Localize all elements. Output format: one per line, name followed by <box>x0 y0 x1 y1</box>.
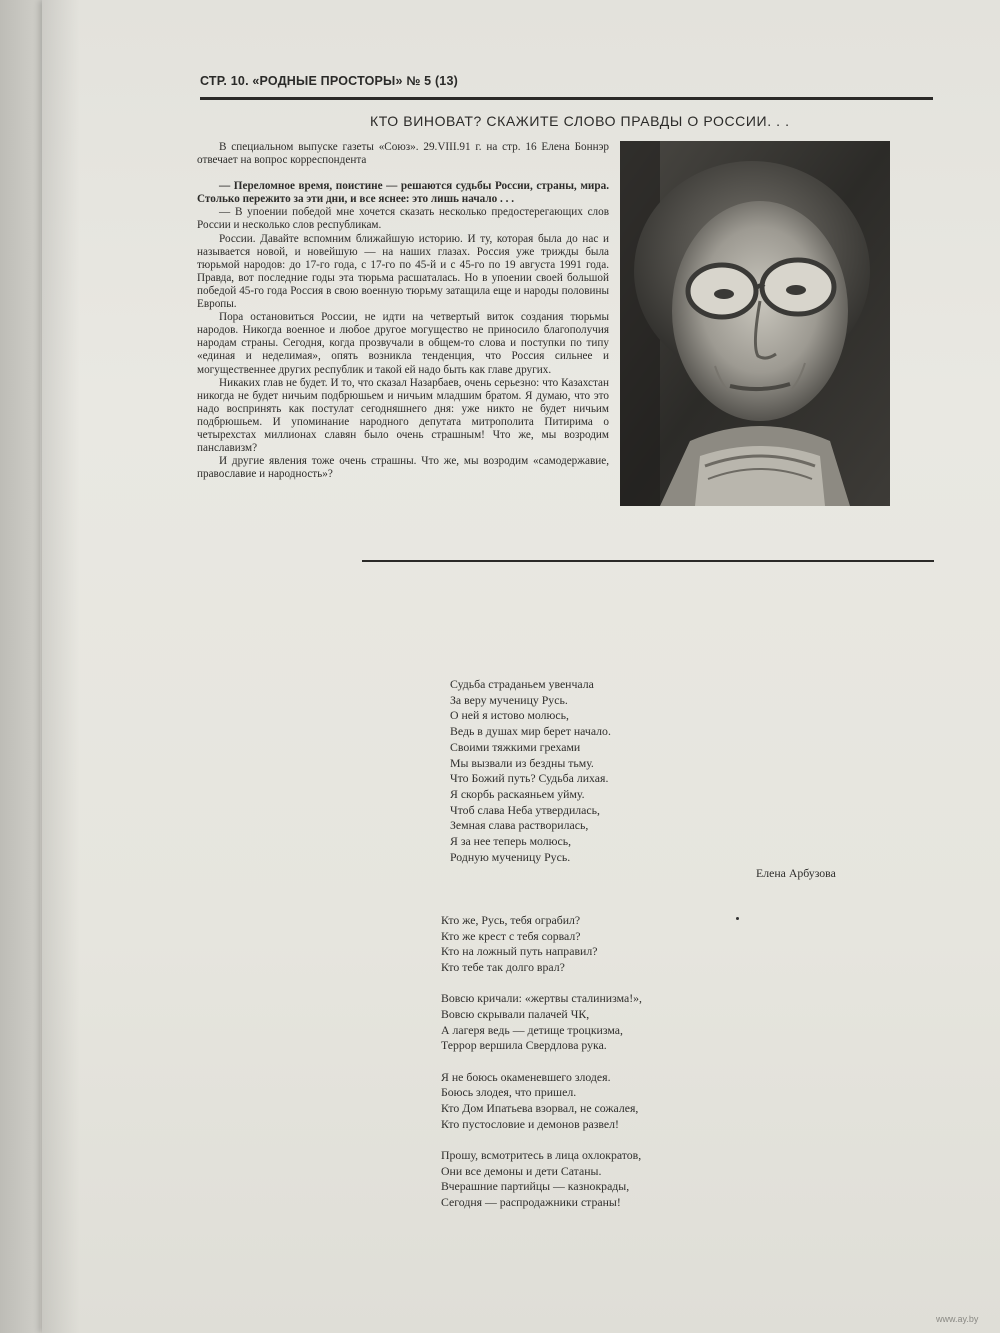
poem-line: Я скорбь раскаяньем уйму. <box>450 786 585 801</box>
poem-line: Кто на ложный путь направил? <box>441 944 598 959</box>
article-paragraph: России. Давайте вспомним ближайшую историю. И ту, которая была до нас и называется новой, и новейшую — на наших глазах. Россия уже трижды была тюрьмой народов: до 17-го года, с 17-го по 45-й и с 45-го по 19 августа 1991 года. Правда, вот последние годы эта тюрьма расшаталась. Но в упоении своей большой победой 45-го года Россия в свою военную тюрьму затащила еще и народы половины Европы. <box>197 232 609 311</box>
poem-line: Прошу, всмотритесь в лица охлократов, <box>441 1147 642 1162</box>
page-fold-shadow <box>42 0 80 1333</box>
poem-line: Судьба страданьем увенчала <box>450 677 594 691</box>
article-paragraph: В специальном выпуске газеты «Союз». 29.VIII.91 г. на стр. 16 Елена Боннэр отвечает на вопрос корреспондента <box>197 141 609 167</box>
portrait-photo <box>620 141 890 506</box>
article-title: КТО ВИНОВАТ? СКАЖИТЕ СЛОВО ПРАВДЫ О РОССИИ. . . <box>370 113 790 129</box>
poem-1 <box>450 677 611 865</box>
poem-line: Чтоб слава Неба утвердилась, <box>450 802 600 817</box>
portrait-illustration <box>620 141 890 506</box>
poem-line: Мы вызвали из бездны тьму. <box>450 755 594 770</box>
poem-line: Что Божий путь? Судьба лихая. <box>450 771 609 786</box>
article-paragraph: Пора остановиться России, не идти на четвертый виток создания тюрьмы народов. Никогда военное и любое другое могущество не приносило благополучия народам страны. Сегодня, когда прозвучали в общем-то слова и поступки по типу «единая и неделимая», опять возникла тенденция, что Россия сильнее и могущественнее других республик и такой ей надо быть как главе других. <box>197 311 609 376</box>
ink-speck <box>736 917 739 920</box>
poem-line: Кто же, Русь, тебя ограбил? <box>441 913 581 927</box>
section-divider <box>362 560 934 562</box>
poem-stanza <box>441 991 642 1054</box>
poem-author: Елена Арбузова <box>756 866 836 880</box>
poem-line: Террор вершила Свердлова рука. <box>441 1038 607 1053</box>
article-question: — Переломное время, поистине — решаются судьбы России, страны, мира. Столько пережито за эти дни, и все яснее: это лишь начало . . . <box>197 180 609 206</box>
poem-stanza <box>441 1070 642 1133</box>
poem-line: Сегодня — распродажники страны! <box>441 1195 621 1210</box>
poem-line: Я за нее теперь молюсь, <box>450 834 572 849</box>
poem-line: Своими тяжкими грехами <box>450 739 581 754</box>
poem-line: За веру мученицу Русь. <box>450 692 568 707</box>
poem-line: Ведь в душах мир берет начало. <box>450 724 611 739</box>
poem-line: Родную мученицу Русь. <box>450 849 571 864</box>
poem-line: Кто тебе так долго врал? <box>441 960 565 975</box>
article-paragraph: — В упоении победой мне хочется сказать несколько предостерегающих слов России и несколько слов республикам. <box>197 206 609 232</box>
poem-line: Вовсю скрывали палачей ЧК, <box>441 1007 590 1022</box>
poem-line: Кто же крест с тебя сорвал? <box>441 928 581 943</box>
poem-line: Я не боюсь окаменевшего злодея. <box>441 1069 611 1084</box>
poem-line: А лагеря ведь — детище троцкизма, <box>441 1022 623 1037</box>
page-header: СТР. 10. «РОДНЫЕ ПРОСТОРЫ» № 5 (13) <box>200 74 458 88</box>
poem-line: Вовсю кричали: «жертвы сталинизма!», <box>441 991 642 1006</box>
header-rule <box>200 97 933 100</box>
article-paragraph: И другие явления тоже очень страшны. Что же, мы возродим «самодержавие, православие и народность»? <box>197 455 609 481</box>
poem-line: О ней я истово молюсь, <box>450 708 569 723</box>
poem-line: Кто пустословие и демонов развел! <box>441 1116 619 1131</box>
poem-stanza <box>441 1148 642 1211</box>
underlying-page-edge <box>0 0 40 1333</box>
poem-line: Вчерашние партийцы — казнокрады, <box>441 1179 630 1194</box>
poem-2 <box>441 913 642 1226</box>
poem-line: Кто Дом Ипатьева взорвал, не сожалея, <box>441 1101 639 1116</box>
poem-line: Земная слава растворилась, <box>450 818 589 833</box>
poem-line: Они все демоны и дети Сатаны. <box>441 1163 602 1178</box>
article-paragraph: Никаких глав не будет. И то, что сказал Назарбаев, очень серьезно: что Казахстан никогда не будет ничьим подбрюшьем и ничьим младшим братом. Я думаю, что это надо воспринять как постулат сегодняшнего дня: уже никто не будет ничьим подбрюшьем. И упоминание народного депутата митрополита Питирима о четырехстах миллионах славян было очень страшным! Что же, мы возродим панславизм? <box>197 376 609 455</box>
watermark: www.ay.by <box>936 1314 979 1324</box>
poem-line: Боюсь злодея, что пришел. <box>441 1085 577 1100</box>
poem-stanza <box>441 913 642 976</box>
article-body <box>197 141 609 481</box>
